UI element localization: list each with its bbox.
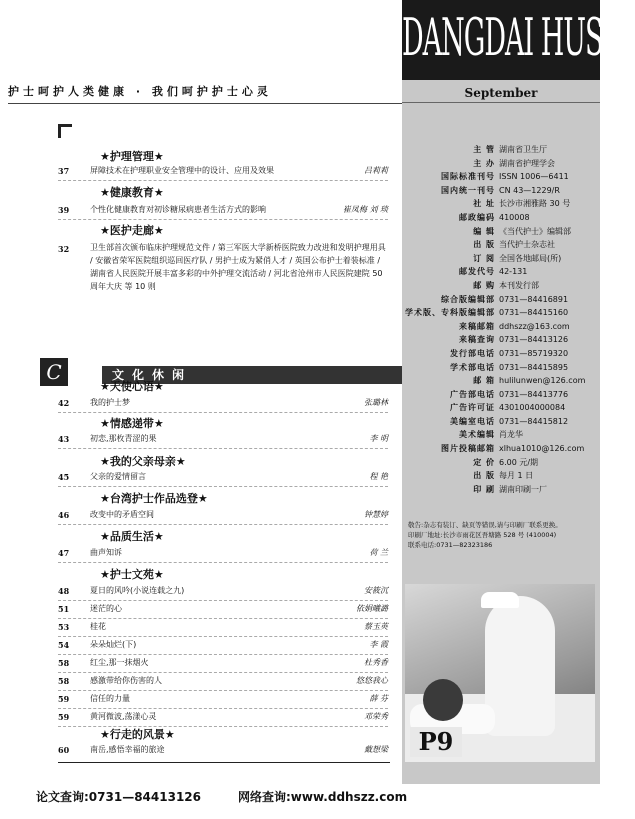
culture-letter: C [40, 358, 68, 386]
entry-page-number: 37 [58, 166, 70, 176]
toc-entry[interactable] [58, 692, 388, 706]
entry-page-number: 51 [58, 604, 70, 614]
info-value: 410008 [499, 212, 530, 222]
section-head-parents: ★我的父亲母亲★ [100, 455, 186, 468]
info-label: 订 阅 [473, 253, 495, 263]
info-row [402, 197, 600, 211]
photo-nurse [485, 596, 555, 736]
masthead [402, 0, 635, 80]
entry-page-number: 53 [58, 622, 70, 632]
page-number: P9 [410, 727, 462, 757]
entry-page-number: 45 [58, 472, 70, 482]
info-label: 美编室电话 [450, 416, 495, 426]
month-label: September [464, 86, 538, 100]
info-value: 每月 1 日 [499, 471, 534, 481]
entry-title: 南岳,感悟幸福的旅途 [90, 745, 165, 754]
toc-entry[interactable] [58, 432, 388, 446]
entry-divider [58, 412, 388, 413]
entry-title: 初恋,那枚青涩的果 [90, 434, 157, 443]
info-row [402, 225, 600, 239]
info-row [402, 170, 600, 184]
info-row [402, 252, 600, 266]
info-row [402, 401, 600, 415]
paper-query: 论文查询:0731—84413126 [36, 790, 201, 804]
entry-author: 程 艳 [369, 472, 388, 481]
toc-entry[interactable] [58, 164, 388, 178]
entry-author: 安筱沉 [364, 586, 388, 595]
info-value: 4301004000084 [499, 403, 566, 413]
info-label: 邮 箱 [473, 376, 495, 386]
entry-author: 吕莉莉 [364, 166, 388, 175]
info-value: 0731—84413776 [499, 389, 569, 399]
photo-patient [423, 679, 463, 721]
notice-line: 印刷厂地址:长沙市雨花区吾塘路 528 号 (410004) [408, 531, 557, 539]
toc-top-bracket [58, 124, 72, 138]
toc-entry[interactable] [58, 710, 388, 724]
info-row [402, 238, 600, 252]
info-label: 主 管 [473, 145, 495, 154]
info-row [402, 279, 600, 293]
entry-title: 黄河微波,荡漾心灵 [90, 712, 157, 721]
toc-entry[interactable] [58, 743, 388, 757]
footer [0, 784, 600, 819]
info-row [402, 361, 600, 375]
entry-divider [58, 562, 388, 563]
toc-entry[interactable] [58, 638, 388, 652]
info-value: 0731—84415812 [499, 416, 569, 426]
month-divider [402, 102, 600, 103]
entry-author: 李 明 [369, 434, 388, 443]
entry-page-number: 58 [58, 676, 70, 686]
info-value: 0731—84415895 [499, 362, 569, 372]
masthead-info [402, 143, 600, 496]
info-label: 主 办 [473, 158, 495, 168]
info-value: 肖龙华 [499, 430, 523, 440]
info-row [402, 469, 600, 483]
entry-author: 蔡玉英 [364, 622, 388, 631]
info-label: 编 辑 [473, 226, 495, 236]
info-row [402, 456, 600, 470]
info-value: 长沙市湘雅路 30 号 [499, 199, 571, 209]
entry-title: 朵朵灿烂(下) [90, 640, 137, 649]
entry-author: 邓荣秀 [364, 712, 388, 721]
web-query: 网络查询:www.ddhszz.com [238, 790, 408, 804]
info-label: 国际标准刊号 [441, 172, 495, 182]
entry-page-number: 60 [58, 745, 70, 755]
news-paragraph[interactable]: 卫生部首次颁布临床护理规范文件 / 第三军医大学新桥医院致力改进和发明护理用具 / 安徽省荣军医院组织巡回医疗队 / 男护士成为紧俏人才 / 英国公布护士着装标准 / 湖南省人民医院开展丰富多彩的中外护理交流活动 / 河北省沧州市人民医院建院 50 周年大庆 等 10 则 [90, 243, 386, 291]
toc-entry[interactable] [58, 674, 388, 688]
entry-title: 迷茫的心 [90, 604, 122, 613]
toc-entry[interactable] [58, 584, 388, 598]
toc-entry[interactable] [58, 203, 388, 217]
info-row [402, 265, 600, 279]
info-row [402, 388, 600, 402]
entry-title: 桂花 [90, 622, 106, 631]
entry-page-number: 39 [58, 205, 70, 215]
entry-divider [58, 636, 388, 637]
section-head-management: ★护理管理★ [100, 150, 164, 163]
section-head-corridor: ★医护走廊★ [100, 224, 164, 237]
entry-title: 曲声知诉 [90, 548, 122, 557]
info-value: 0731—85719320 [499, 348, 569, 358]
info-value: 《当代护士》编辑部 [499, 226, 571, 236]
entry-title: 我的护士梦 [90, 398, 130, 407]
section-head-angel: ★天使心语★ [100, 380, 164, 393]
entry-divider [58, 486, 388, 487]
info-row [402, 428, 600, 442]
info-row [402, 184, 600, 198]
printer-notice [402, 520, 600, 550]
toc-entry[interactable] [58, 602, 388, 616]
photo-nurse-cap [481, 592, 519, 608]
info-value: 全国各地邮局(所) [499, 253, 562, 263]
entry-page-number: 58 [58, 658, 70, 668]
section-head-taiwan: ★台湾护士作品选登★ [100, 492, 208, 505]
slogan-divider [8, 103, 402, 104]
info-row [402, 442, 600, 456]
info-label: 来稿查询 [459, 335, 495, 345]
entry-divider [58, 219, 388, 220]
info-value: ddhszz@163.com [499, 321, 570, 331]
entry-title: 父亲的爱情留言 [90, 472, 146, 481]
toc-bottom-line [58, 762, 390, 763]
info-value: 6.00 元/期 [499, 457, 539, 467]
info-label: 出 版 [473, 240, 495, 250]
entry-divider [58, 600, 388, 601]
entry-page-number: 43 [58, 434, 70, 444]
entry-author: 李 霞 [369, 640, 388, 649]
entry-author: 钟慧婷 [364, 510, 388, 519]
culture-band [40, 358, 400, 384]
entry-author: 薛 芬 [369, 694, 388, 703]
section-head-scenery: ★行走的风景★ [100, 728, 175, 741]
info-label: 美术编辑 [459, 430, 495, 440]
info-row [402, 293, 600, 307]
info-value: xlhua1010@126.com [499, 444, 585, 454]
info-row [402, 483, 600, 497]
info-label: 图片投稿邮箱 [441, 444, 495, 454]
info-value: 0731—84413126 [499, 335, 569, 345]
entry-divider [58, 654, 388, 655]
section-head-emotion: ★情感递带★ [100, 417, 164, 430]
entry-divider [58, 708, 388, 709]
entry-author: 张璐林 [364, 398, 388, 407]
entry-divider [58, 180, 388, 181]
toc-entry[interactable] [58, 508, 388, 522]
info-value: 湖南省护理学会 [499, 158, 555, 168]
section-head-education: ★健康教育★ [100, 186, 164, 199]
info-row [402, 157, 600, 171]
entry-author: 荷 兰 [369, 548, 388, 557]
info-value: 42-131 [499, 267, 528, 277]
info-value: 本刊发行部 [499, 280, 539, 290]
entry-title: 屏障技术在护理职业安全管理中的设计、应用及效果 [90, 166, 274, 175]
entry-page-number: 59 [58, 694, 70, 704]
info-row [402, 415, 600, 429]
info-value: 当代护士杂志社 [499, 240, 555, 250]
info-label: 邮发代号 [459, 267, 495, 277]
info-value: ISSN 1006—6411 [499, 172, 569, 182]
entry-title: 个性化健康教育对初诊糖尿病患者生活方式的影响 [90, 205, 266, 214]
toc-entry[interactable] [58, 396, 388, 410]
entry-author: 杜秀香 [364, 658, 388, 667]
info-value: 湖南印刷一厂 [499, 484, 547, 494]
entry-divider [58, 448, 388, 449]
toc-entry[interactable] [58, 620, 388, 634]
entry-page-number: 48 [58, 586, 70, 596]
info-row [402, 320, 600, 334]
info-label: 广告部电话 [450, 389, 495, 399]
toc-entry[interactable] [58, 470, 388, 484]
info-label: 发行部电话 [450, 348, 495, 358]
notice-line: 敬告:杂志有装订、缺页等错误,请与印刷厂联系更换。 [408, 521, 562, 529]
info-label: 出 版 [473, 471, 495, 481]
entry-title: 改变中的矛盾空间 [90, 510, 154, 519]
info-label: 邮政编码 [459, 212, 495, 222]
info-row [402, 333, 600, 347]
section-head-quality: ★品质生活★ [100, 530, 164, 543]
entry-author: 悠悠我心 [356, 676, 388, 685]
entry-page-number: 54 [58, 640, 70, 650]
entry-page-number: 32 [58, 244, 70, 254]
slogan-text: 护士呵护人类健康 · 我们呵护护士心灵 [8, 85, 272, 98]
culture-title: 文化休闲 [112, 368, 193, 382]
info-label: 社 址 [473, 199, 495, 209]
entry-author: 戴想梁 [364, 745, 388, 754]
entry-author: 依娟曦潞 [356, 604, 388, 613]
entry-page-number: 46 [58, 510, 70, 520]
entry-page-number: 47 [58, 548, 70, 558]
slogan-band [8, 82, 402, 100]
entry-divider [58, 690, 388, 691]
info-value: hulilunwen@126.com [499, 376, 586, 386]
info-label: 广告许可证 [450, 403, 495, 413]
info-row [402, 306, 600, 320]
section-head-literature: ★护士文苑★ [100, 568, 164, 581]
entry-divider [58, 618, 388, 619]
entry-divider [58, 672, 388, 673]
toc-entry[interactable] [58, 546, 388, 560]
info-label: 综合版编辑部 [441, 294, 495, 304]
entry-title: 夏日的风吟(小说连载之九) [90, 586, 185, 595]
info-row [402, 347, 600, 361]
info-value: CN 43—1229/R [499, 185, 560, 195]
info-value: 0731—84415160 [499, 308, 569, 318]
masthead-title: DANGDAI HUSHI [402, 9, 635, 69]
toc-entry[interactable] [58, 656, 388, 670]
info-label: 学术版、专科版编辑部 [405, 308, 495, 318]
info-label: 国内统一刊号 [441, 185, 495, 195]
entry-page-number: 59 [58, 712, 70, 722]
entry-divider [58, 524, 388, 525]
info-value: 湖南省卫生厅 [499, 145, 547, 154]
info-row [402, 211, 600, 225]
entry-title: 信任的力量 [90, 694, 130, 703]
notice-line: 联系电话:0731—82323186 [408, 541, 493, 549]
entry-author: 崔凤梅 刘 琰 [342, 205, 388, 214]
info-label: 定 价 [473, 457, 495, 467]
info-label: 邮 购 [473, 280, 495, 290]
info-label: 来稿邮箱 [459, 321, 495, 331]
info-label: 印 刷 [473, 484, 495, 494]
info-value: 0731—84416891 [499, 294, 569, 304]
entry-page-number: 42 [58, 398, 70, 408]
info-row [402, 374, 600, 388]
info-label: 学术部电话 [450, 362, 495, 372]
info-row [402, 143, 600, 157]
entry-title: 感激带给你伤害的人 [90, 676, 162, 685]
entry-title: 红尘,那一抹烟火 [90, 658, 149, 667]
